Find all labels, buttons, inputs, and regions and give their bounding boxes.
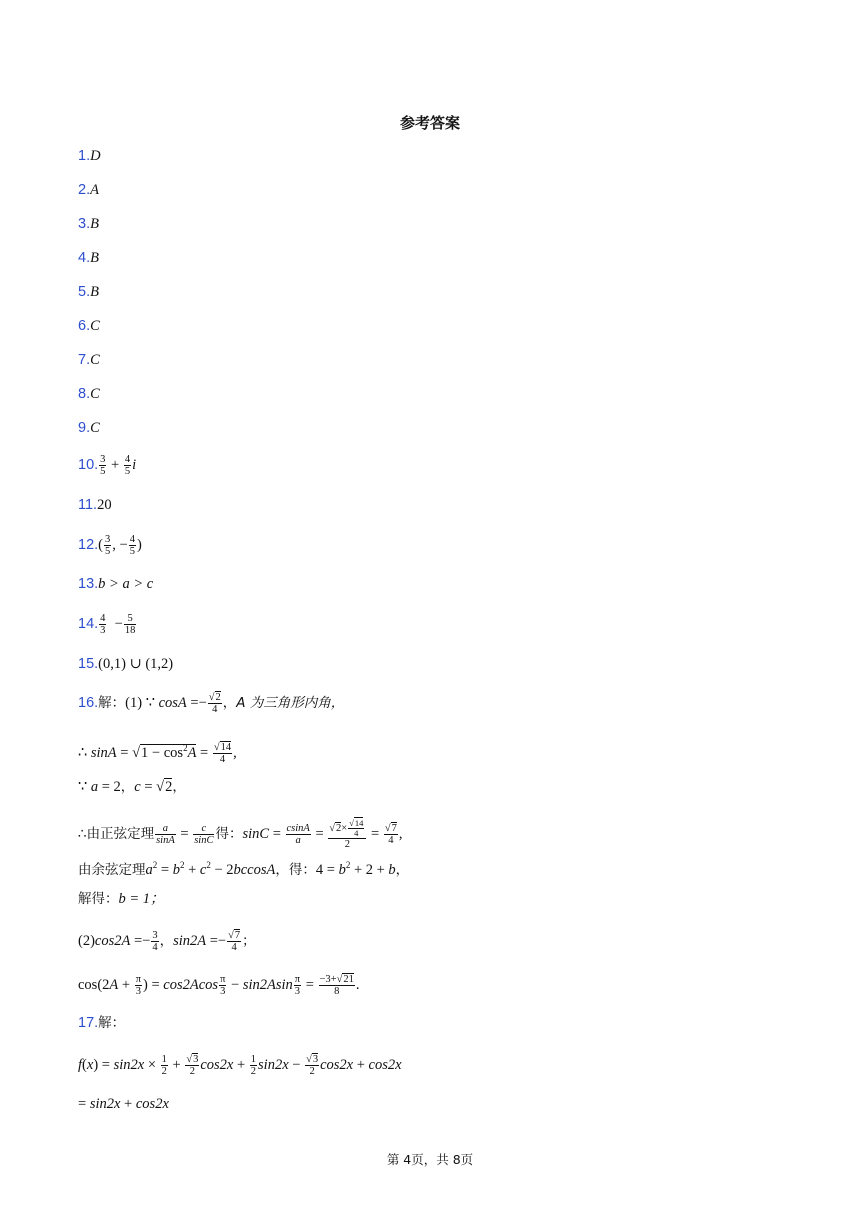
- solution-17-line-2: f(x) = sin2x × $\frac{1}{2}$ + $\frac{√3}{2}$ cos2x + $\frac{1}{2}$ sin2x − $\frac{√3}{2}$ cos2x + cos2x: [78, 1054, 402, 1077]
- solution-17-line-1: [78, 1013, 125, 1033]
- math-fraction: $\frac{4}{5}$: [129, 534, 135, 557]
- math-fraction: $\frac{5}{18}$: [124, 613, 136, 636]
- math-fraction: $\frac{\pi}{3}$: [135, 974, 142, 997]
- answer-item-13: [78, 574, 153, 594]
- math-fraction: $\frac{√3}{2}$: [306, 1054, 319, 1077]
- answer-number: 10.: [78, 456, 99, 473]
- answer-item-8: [78, 384, 100, 404]
- answer-number: 1.: [78, 148, 91, 164]
- solution-text: 由余弦定理: [78, 861, 146, 878]
- answer-number: 16.: [78, 694, 99, 711]
- solution-text: ，得：: [275, 861, 316, 878]
- math-fraction: $\frac{√7}{4}$: [228, 930, 241, 953]
- answer-number: 12.: [78, 536, 99, 553]
- answer-number: 9.: [78, 420, 91, 436]
- math-fraction: $\frac{√7}{4}$: [384, 823, 397, 846]
- answer-number: 6.: [78, 318, 91, 334]
- answer-value: B: [90, 250, 99, 266]
- answer-value: A: [90, 182, 99, 198]
- answer-item-10: 10. $\frac{3}{5}$ + $\frac{4}{5}$ i: [78, 454, 137, 477]
- solution-16-line-7: (2)cos2A =− $\frac{3}{4}$ ，sin2A =− $\frac{√7}{4}$ ；: [78, 930, 256, 953]
- math-fraction: $\frac{3}{4}$: [152, 930, 158, 953]
- part-label: (1): [125, 694, 143, 711]
- solution-label: 解：: [98, 694, 126, 711]
- answer-item-7: [78, 350, 100, 370]
- solution-text: A 为三角形内角，: [236, 694, 345, 711]
- math-fraction: $\frac{1}{2}$: [250, 1054, 257, 1077]
- answer-value: C: [90, 318, 100, 334]
- answer-item-14: 14. $\frac{4}{3}$ − $\frac{5}{18}$: [78, 613, 136, 636]
- math-fraction: $\frac{3}{5}$: [105, 534, 111, 557]
- answer-item-6: [78, 316, 100, 336]
- answer-number: 14.: [78, 615, 99, 632]
- solution-16-line-3: ∵ a = 2，c = √2，: [78, 779, 186, 795]
- math-fraction: $\frac{\pi}{3}$: [294, 974, 301, 997]
- solution-text: 得：: [215, 825, 243, 842]
- answer-item-11: [78, 495, 112, 515]
- solution-text: ∴由正弦定理: [78, 825, 155, 842]
- math-fraction: $\frac{a}{\sin A}$: [156, 823, 175, 846]
- solution-16-line-8: cos(2A + $\frac{\pi}{3}$ ) = cos2Acos $\frac{\pi}{3}$ − sin2Asin $\frac{\pi}{3}$ = $\frac{-3+√21}{8}$ .: [78, 974, 360, 997]
- page-title: 参考答案: [399, 114, 460, 132]
- answer-value: C: [90, 386, 100, 402]
- math-fraction: $\frac{4}{3}$: [100, 613, 106, 636]
- answer-number: 5.: [78, 284, 91, 300]
- solution-text: 解得：: [78, 891, 119, 907]
- solution-16-line-2: ∴ $\sin A = √1 - \cos^2A$ = $\frac{√14}{4}$ ,: [78, 742, 237, 765]
- answer-item-2: [78, 180, 99, 200]
- solution-16-line-6: [78, 889, 165, 909]
- math-fraction: $\frac{csinA}{a}$: [286, 823, 310, 846]
- math-fraction: $\frac{√2}{4}$: [208, 692, 221, 715]
- answer-number: 8.: [78, 386, 91, 402]
- answer-value: C: [90, 352, 100, 368]
- answer-value: C: [90, 420, 100, 436]
- math-fraction: $\frac{4}{5}$: [124, 454, 131, 477]
- answer-item-12: 12.( $\frac{3}{5}$ , − $\frac{4}{5}$ ): [78, 534, 142, 557]
- answer-number: 4.: [78, 250, 91, 266]
- math-fraction: $\frac{\pi}{3}$: [220, 974, 226, 997]
- solution-17-line-3: = sin2x + cos2x: [78, 1096, 169, 1112]
- answer-item-15: [78, 654, 173, 674]
- part-label: (2): [78, 932, 95, 949]
- math-fraction: $\frac{-3+√21}{8}$: [319, 974, 354, 997]
- page-footer: 第 4页，共 8页: [386, 1152, 474, 1167]
- answer-number: 7.: [78, 352, 91, 368]
- answer-value: 20: [97, 497, 112, 513]
- answer-item-3: [78, 214, 99, 234]
- math-fraction: $\frac{3}{5}$: [100, 454, 106, 477]
- math-fraction: $\frac{√14}{4}$: [213, 742, 232, 765]
- answer-number: 11.: [78, 497, 98, 513]
- answer-number: 15.: [78, 656, 99, 672]
- math-fraction: $\frac{c}{\sin C}$: [194, 823, 214, 846]
- answer-number: 13.: [78, 576, 99, 592]
- answer-item-5: [78, 282, 99, 302]
- answer-value: b > a > c: [98, 576, 154, 592]
- solution-16-line-4: ∴由正弦定理 $\frac{a}{\sin A}$ = $\frac{c}{\sin C}$ 得：sinC = $\frac{csinA}{a}$ = √2× $\frac{√14}{4}$ 2 = $\frac{√7}{4}$ ,: [78, 818, 403, 850]
- answer-number: 17.: [78, 1015, 99, 1031]
- answer-value: D: [90, 148, 101, 164]
- solution-16-line-5: 由余弦定理$a^2 = b^2 + c^2 - 2bccosA$，得：$4 = b^2 + 2 + b$，: [78, 860, 410, 878]
- answer-item-1: [78, 146, 101, 166]
- math-fraction: $\frac{√3}{2}$: [186, 1054, 199, 1077]
- solution-text: b = 1；: [118, 891, 165, 907]
- solution-label: 解：: [98, 1015, 126, 1031]
- math-fraction: √2× $\frac{√14}{4}$ 2: [328, 819, 366, 850]
- answer-number: 2.: [78, 182, 91, 198]
- answer-item-4: [78, 248, 99, 268]
- answer-number: 3.: [78, 216, 91, 232]
- answer-value: (0,1) ∪ (1,2): [98, 656, 174, 672]
- answer-item-9: [78, 418, 100, 438]
- answer-value: B: [90, 216, 99, 232]
- answer-value: B: [90, 284, 99, 300]
- math-fraction: $\frac{1}{2}$: [161, 1054, 167, 1077]
- solution-16-line-1: 16.解：(1) ∵ cosA =− $\frac{√2}{4}$ ，A 为三角形内角，: [78, 692, 345, 715]
